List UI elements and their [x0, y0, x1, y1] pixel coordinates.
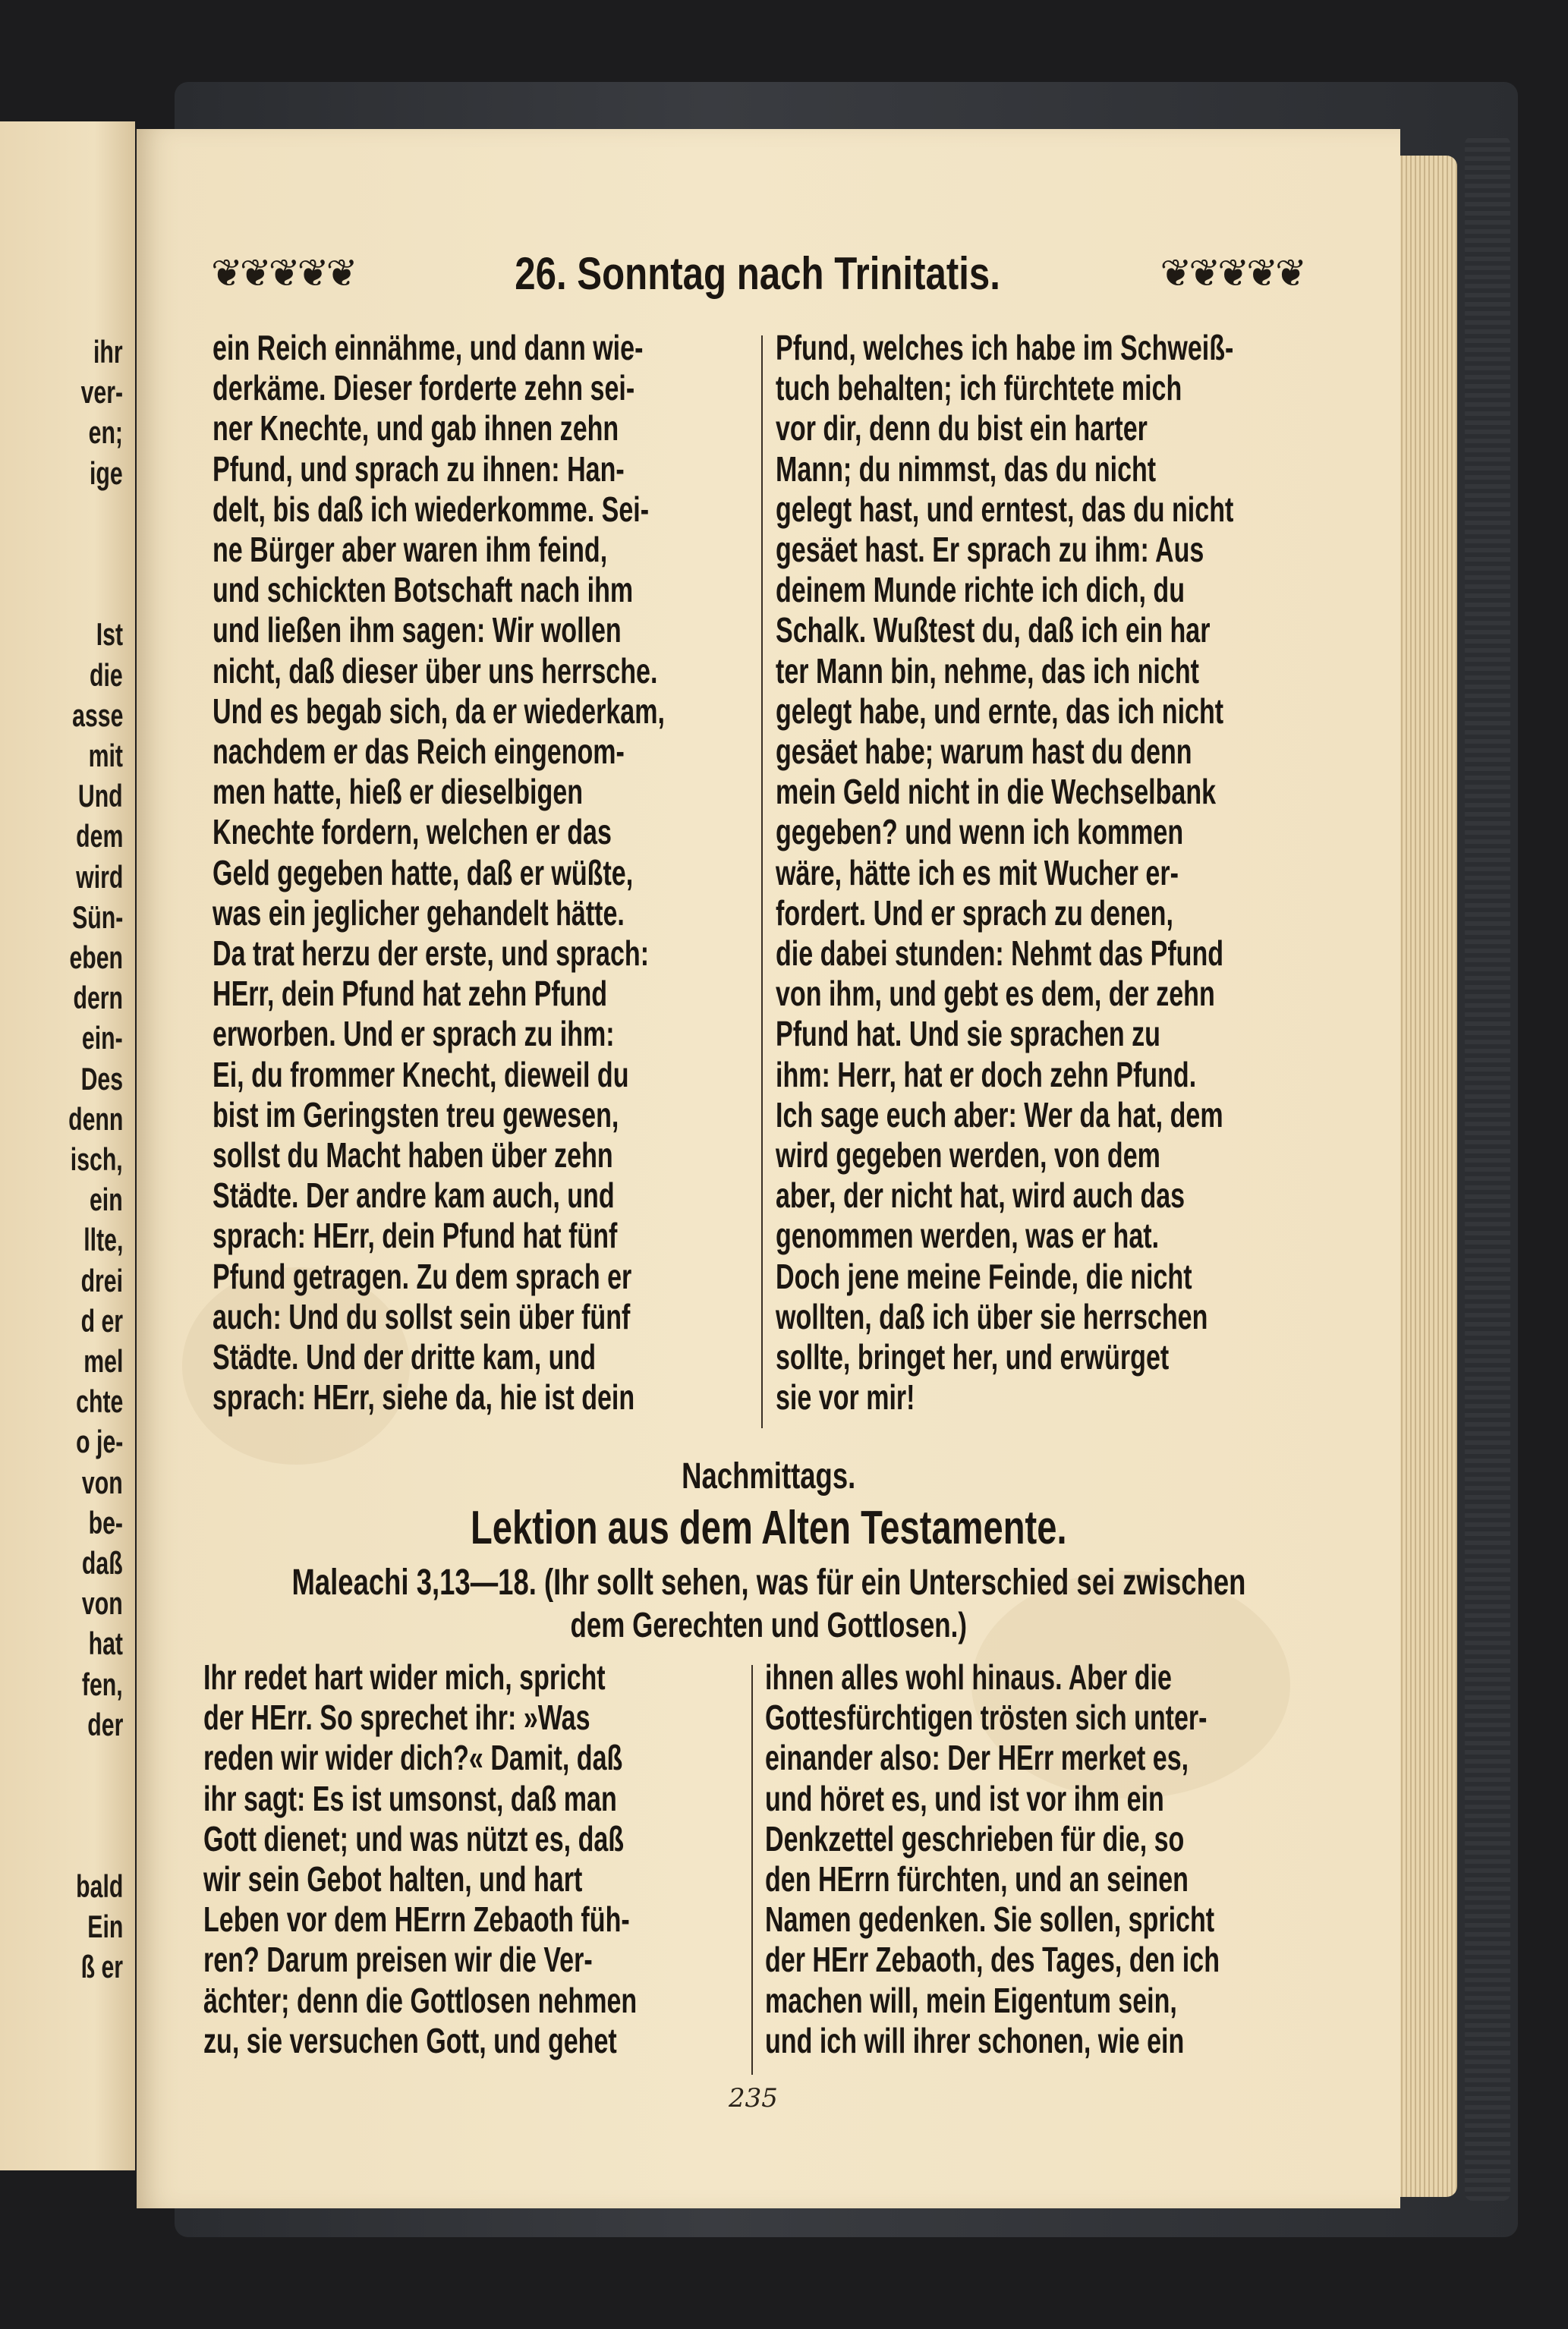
text-line: ein Reich einnähme, und dann wie-	[213, 328, 644, 367]
text-line: erworben. Und er sprach zu ihm:	[213, 1014, 615, 1054]
left-page-line: dern	[73, 980, 123, 1016]
header-title: 26. Sonntag nach Trinitatis.	[515, 247, 1000, 299]
left-page-line: mit	[88, 738, 123, 773]
left-facing-page	[0, 121, 135, 2170]
left-page-line: llte,	[83, 1222, 123, 1258]
left-page-line: Sün-	[71, 899, 123, 935]
left-page-line: Des	[80, 1060, 123, 1097]
left-page-line: ein-	[82, 1020, 123, 1056]
left-page-line: isch,	[71, 1141, 123, 1177]
left-page-line: o je-	[75, 1424, 123, 1460]
text-line: aber, der nicht hat, wird auch das	[776, 1176, 1185, 1216]
text-line: ihm: Herr, hat er doch zehn Pfund.	[776, 1054, 1197, 1094]
left-page-line: von	[82, 1585, 123, 1622]
left-page-line: asse	[71, 697, 123, 733]
left-page-line: denn	[68, 1100, 123, 1137]
text-line: genommen werden, was er hat.	[776, 1216, 1160, 1256]
text-line: und schickten Botschaft nach ihm	[213, 570, 634, 610]
text-line: gegeben? und wenn ich kommen	[776, 812, 1184, 852]
text-line: Namen gedenken. Sie sollen, spricht	[765, 1899, 1215, 1940]
text-line: sprach: HErr, dein Pfund hat fünf	[213, 1216, 618, 1256]
left-page-line: von	[82, 1464, 123, 1500]
left-page-line: bald	[75, 1868, 123, 1904]
text-line: HErr, dein Pfund hat zehn Pfund	[213, 974, 608, 1014]
text-line: vor dir, denn du bist ein harter	[776, 408, 1148, 448]
text-line: ächter; denn die Gottlosen nehmen	[203, 1980, 638, 2020]
text-line: von ihm, und gebt es dem, der zehn	[776, 974, 1215, 1014]
text-line: Da trat herzu der erste, und sprach:	[213, 933, 650, 974]
text-line: gesäet habe; warum hast du denn	[776, 732, 1192, 772]
text-line: Und es begab sich, da er wiederkam,	[213, 691, 665, 731]
text-line: Städte. Und der dritte kam, und	[213, 1337, 596, 1377]
left-page-line: ein	[90, 1182, 123, 1218]
text-line: nicht, daß dieser über uns herrsche.	[213, 650, 658, 691]
page-number: 235	[729, 2083, 778, 2113]
left-page-line: fen,	[82, 1666, 123, 1702]
text-line: wäre, hätte ich es mit Wucher er-	[776, 852, 1179, 892]
left-page-line: daß	[82, 1545, 123, 1581]
text-line: bist im Geringsten treu gewesen,	[213, 1094, 619, 1135]
left-page-line: mel	[83, 1343, 123, 1379]
left-page-line: d er	[80, 1302, 123, 1339]
left-page-line: hat	[88, 1626, 123, 1662]
text-line: men hatte, hieß er dieselbigen	[213, 772, 584, 812]
left-page-line: ß er	[80, 1949, 123, 1984]
left-page-line: Und	[78, 778, 123, 814]
lesson-text-right-column	[765, 1657, 1281, 2061]
text-line: wird gegeben werden, von dem	[776, 1135, 1160, 1176]
left-page-line: Ein	[87, 1908, 123, 1944]
text-line: zu, sie versuchen Gott, und gehet	[203, 2020, 617, 2060]
scripture-reference-cont: dem Gerechten und Gottlosen.)	[570, 1605, 967, 1644]
text-line: ter Mann bin, nehme, das ich nicht	[776, 650, 1199, 691]
text-line: machen will, mein Eigentum sein,	[765, 1980, 1177, 2020]
text-line: die dabei stunden: Nehmt das Pfund	[776, 933, 1224, 974]
text-line: Ihr redet hart wider mich, spricht	[203, 1657, 606, 1697]
text-line: Geld gegeben hatte, daß er wüßte,	[213, 852, 634, 892]
text-line: einander also: Der HErr merket es,	[765, 1738, 1189, 1778]
text-line: sollst du Macht haben über zehn	[213, 1135, 613, 1176]
lesson-title: Lektion aus dem Alten Testamente.	[470, 1502, 1067, 1554]
text-line: ne Bürger aber waren ihm feind,	[213, 530, 608, 570]
text-line: Pfund hat. Und sie sprachen zu	[776, 1014, 1160, 1054]
text-line: sollte, bringet her, und erwürget	[776, 1337, 1170, 1377]
left-page-line: ihr	[93, 334, 123, 370]
text-line: Pfund, und sprach zu ihnen: Han-	[213, 448, 625, 489]
book-page	[137, 129, 1400, 2208]
text-line: Gottesfürchtigen trösten sich unter-	[765, 1698, 1207, 1738]
text-line: reden wir wider dich?« Damit, daß	[203, 1738, 623, 1778]
text-line: fordert. Und er sprach zu denen,	[776, 892, 1173, 933]
text-line: Doch jene meine Feinde, die nicht	[776, 1256, 1192, 1296]
text-line: wir sein Gebot halten, und hart	[203, 1859, 583, 1899]
left-page-line: be-	[88, 1504, 123, 1541]
left-page-line: dem	[75, 818, 123, 854]
left-page-line: die	[90, 656, 123, 693]
text-line: ihr sagt: Es ist umsonst, daß man	[203, 1778, 617, 1818]
text-line: auch: Und du sollst sein über fünf	[213, 1296, 631, 1336]
text-line: derkäme. Dieser forderte zehn sei-	[213, 368, 635, 408]
scripture-reference: Maleachi 3,13—18. (Ihr sollt sehen, was für ein Unterschied sei zwischen	[291, 1563, 1245, 1603]
text-line: Ich sage euch aber: Wer da hat, dem	[776, 1094, 1223, 1135]
gospel-text-left-column	[213, 328, 729, 1418]
gospel-text-right-column	[776, 328, 1292, 1418]
running-header	[211, 243, 1304, 304]
text-line: Pfund getragen. Zu dem sprach er	[213, 1256, 632, 1296]
text-line: sie vor mir!	[776, 1377, 915, 1418]
text-line: sprach: HErr, siehe da, hie ist dein	[213, 1377, 635, 1418]
text-line: und ließen ihm sagen: Wir wollen	[213, 610, 622, 650]
text-line: ihnen alles wohl hinaus. Aber die	[765, 1657, 1172, 1697]
column-divider	[761, 335, 763, 1428]
text-line: gelegt habe, und ernte, das ich nicht	[776, 691, 1224, 731]
left-page-line: Ist	[96, 616, 123, 653]
text-line: Knechte fordern, welchen er das	[213, 812, 612, 852]
text-line: Städte. Der andre kam auch, und	[213, 1176, 615, 1216]
left-page-line: ige	[90, 455, 123, 491]
text-line: deinem Munde richte ich dich, du	[776, 570, 1185, 610]
text-line: Denkzettel geschrieben für die, so	[765, 1818, 1185, 1858]
text-line: delt, bis daß ich wiederkomme. Sei-	[213, 489, 650, 529]
header-ornament-left-icon: ❦❦❦❦❦	[211, 251, 355, 295]
text-line: Ei, du frommer Knecht, dieweil du	[213, 1054, 629, 1094]
text-line: der HErr Zebaoth, des Tages, den ich	[765, 1940, 1220, 1980]
text-line: Schalk. Wußtest du, daß ich ein har	[776, 610, 1211, 650]
text-line: was ein jeglicher gehandelt hätte.	[213, 892, 625, 933]
text-line: tuch behalten; ich fürchtete mich	[776, 368, 1182, 408]
column-divider	[751, 1665, 753, 2075]
text-line: gesäet hast. Er sprach zu ihm: Aus	[776, 530, 1204, 570]
left-page-line: chte	[75, 1383, 123, 1420]
left-page-line: en;	[88, 414, 123, 451]
book-cover-edge	[1465, 137, 1510, 2201]
left-page-line: eben	[69, 939, 123, 975]
header-ornament-right-icon: ❦❦❦❦❦	[1160, 251, 1304, 295]
text-line: und ich will ihrer schonen, wie ein	[765, 2020, 1185, 2060]
text-line: ren? Darum preisen wir die Ver-	[203, 1940, 593, 1980]
text-line: den HErrn fürchten, und an seinen	[765, 1859, 1189, 1899]
text-line: und höret es, und ist vor ihm ein	[765, 1778, 1164, 1818]
lesson-text-left-column	[203, 1657, 719, 2061]
text-line: ner Knechte, und gab ihnen zehn	[213, 408, 619, 448]
text-line: Pfund, welches ich habe im Schweiß-	[776, 328, 1234, 367]
text-line: mein Geld nicht in die Wechselbank	[776, 772, 1217, 812]
text-line: Gott dienet; und was nützt es, daß	[203, 1818, 625, 1858]
text-line: wollten, daß ich über sie herrschen	[776, 1296, 1208, 1336]
left-page-line: wird	[75, 858, 123, 895]
text-line: nachdem er das Reich eingenom-	[213, 732, 625, 772]
text-line: Mann; du nimmst, das du nicht	[776, 448, 1157, 489]
left-page-line: drei	[80, 1262, 123, 1298]
text-line: Leben vor dem HErrn Zebaoth füh-	[203, 1899, 630, 1940]
left-page-line: der	[87, 1706, 123, 1742]
afternoon-label: Nachmittags.	[681, 1456, 856, 1497]
text-line: der HErr. So sprechet ihr: »Was	[203, 1698, 590, 1738]
text-line: gelegt hast, und erntest, das du nicht	[776, 489, 1234, 529]
left-page-line: ver-	[80, 374, 123, 411]
